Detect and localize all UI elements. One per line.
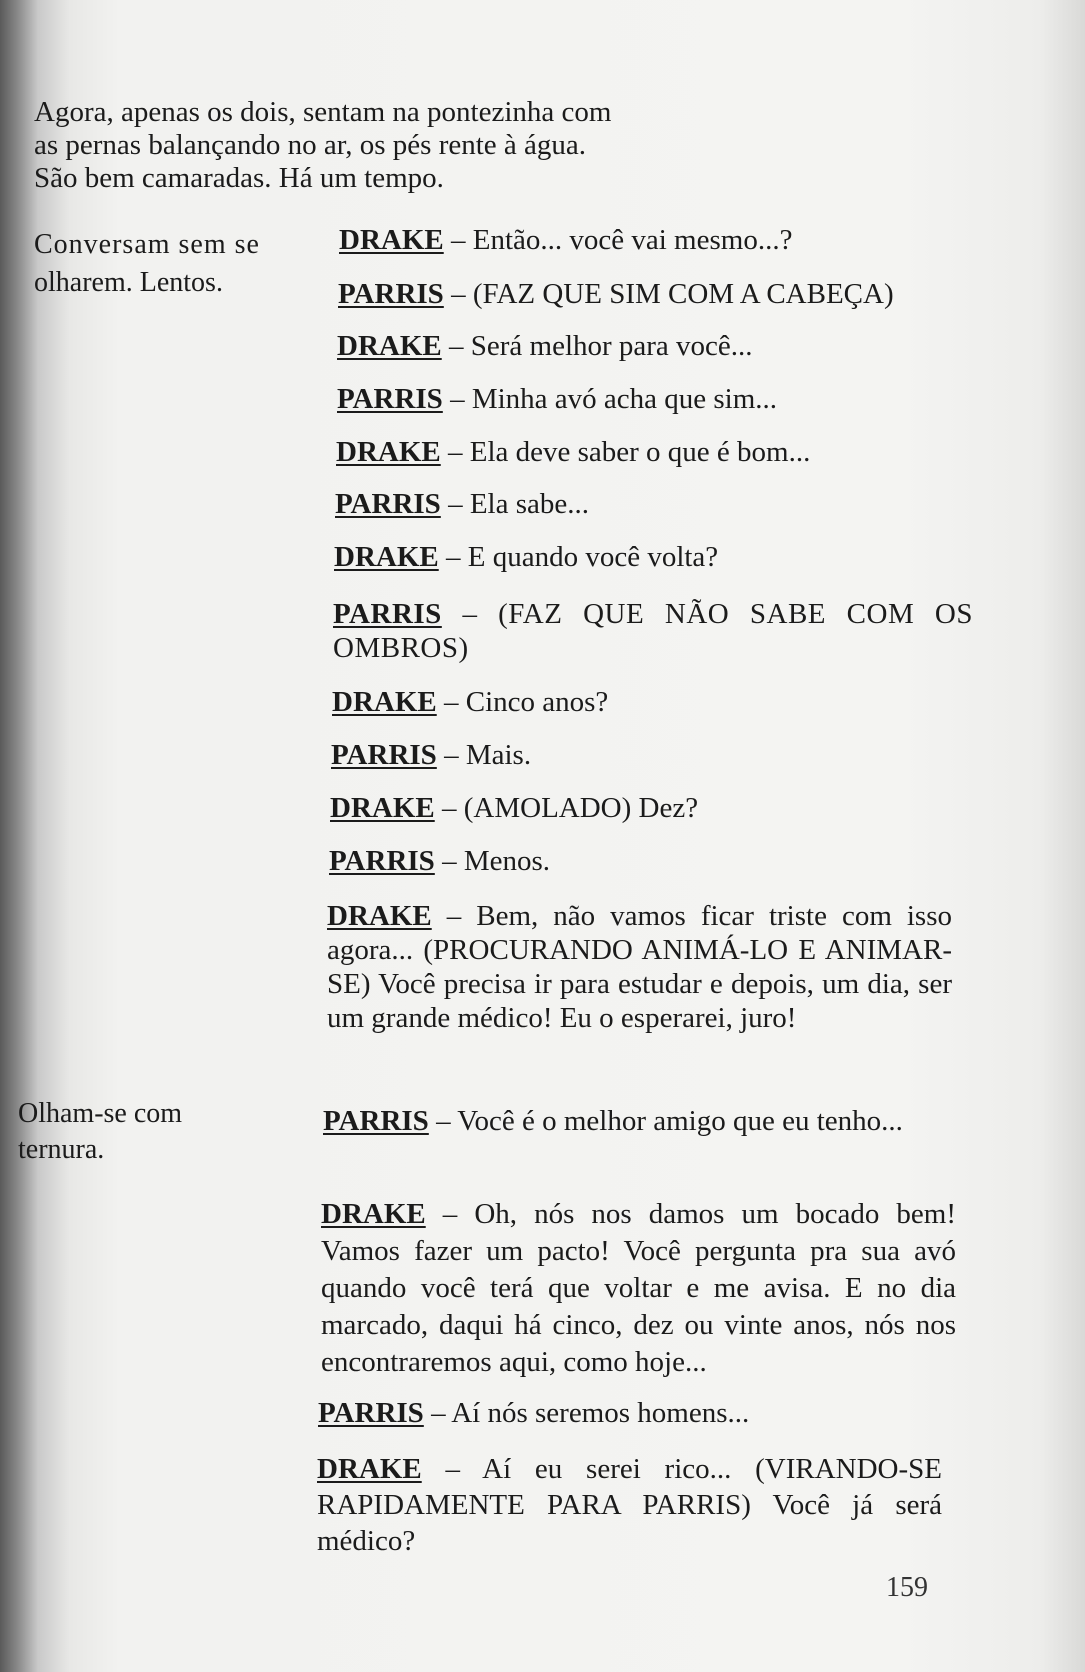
intro-line: São bem camaradas. Há um tempo.: [34, 162, 444, 194]
speaker-name: DRAKE: [327, 900, 432, 932]
speaker-name: PARRIS: [318, 1397, 424, 1429]
dialogue-text: – Menos.: [442, 845, 551, 877]
dialogue-line: [331, 739, 951, 772]
dialogue-text: – (FAZ QUE NÃO SABE COM OS OMBROS): [333, 598, 973, 664]
dialogue-line: [336, 436, 956, 469]
intro-paragraph: [34, 96, 674, 195]
stage-line: Olham-se com: [18, 1098, 183, 1129]
speaker-name: DRAKE: [321, 1198, 426, 1230]
dialogue-line: [334, 541, 954, 574]
stage-line: Conversam sem se: [34, 229, 260, 260]
speaker-name: PARRIS: [333, 598, 442, 630]
dialogue-text: – Será melhor para você...: [448, 330, 753, 362]
dialogue-text: – (AMOLADO) Dez?: [441, 792, 699, 824]
dialogue-line: [317, 1451, 942, 1559]
speaker-name: DRAKE: [339, 224, 444, 256]
dialogue-text: – Cinco anos?: [443, 686, 609, 718]
speaker-name: PARRIS: [323, 1105, 429, 1137]
dialogue-text: – Você é o melhor amigo que eu tenho...: [436, 1105, 903, 1137]
dialogue-line: [337, 330, 957, 363]
speaker-name: DRAKE: [317, 1453, 422, 1485]
speaker-name: DRAKE: [332, 686, 437, 718]
dialogue-line: [321, 1196, 956, 1381]
speaker-name: DRAKE: [336, 436, 441, 468]
dialogue-text: – Mais.: [444, 739, 532, 771]
dialogue-line: [333, 597, 973, 665]
dialogue-line: [339, 224, 959, 257]
speaker-name: PARRIS: [335, 488, 441, 520]
dialogue-text: – Então... você vai mesmo...?: [450, 224, 793, 256]
stage-direction: [34, 226, 314, 302]
intro-line: Agora, apenas os dois, sentam na pontezinha com: [34, 96, 612, 128]
speaker-name: DRAKE: [330, 792, 435, 824]
dialogue-text: – Minha avó acha que sim...: [450, 383, 778, 415]
speaker-name: DRAKE: [334, 541, 439, 573]
dialogue-line: [327, 899, 952, 1035]
dialogue-text: – Oh, nós nos damos um bocado bem! Vamos fazer um pacto! Você pergunta pra sua avó quando você terá que voltar e me avisa. E no dia marcado, daqui há cinco, dez ou vinte anos, nós nos encontraremos aqui, como hoje...: [321, 1198, 957, 1378]
dialogue-text: – Aí nós seremos homens...: [431, 1397, 750, 1429]
dialogue-line: [318, 1397, 958, 1430]
dialogue-text: – Ela deve saber o que é bom...: [447, 436, 811, 468]
speaker-name: PARRIS: [337, 383, 443, 415]
page-number: 159: [886, 1572, 928, 1603]
dialogue-line: [332, 686, 952, 719]
speaker-name: PARRIS: [338, 278, 444, 310]
speaker-name: PARRIS: [329, 845, 435, 877]
intro-line: as pernas balançando no ar, os pés rente à água.: [34, 129, 587, 161]
dialogue-line: [330, 792, 950, 825]
speaker-name: DRAKE: [337, 330, 442, 362]
dialogue-line: [337, 383, 957, 416]
dialogue-text: – (FAZ QUE SIM COM A CABEÇA): [451, 278, 894, 310]
dialogue-line: [335, 488, 955, 521]
dialogue-line: [338, 278, 978, 311]
dialogue-text: – E quando você volta?: [445, 541, 719, 573]
dialogue-text: – Aí eu serei rico... (VIRANDO-SE RAPIDAMENTE PARA PARRIS) Você já será médico?: [317, 1453, 942, 1557]
dialogue-text: – Bem, não vamos ficar triste com isso agora... (PROCURANDO ANIMÁ-LO E ANIMAR-SE) Você precisa ir para estudar e depois, um dia, ser um grande médico! Eu o esperarei, juro!: [327, 900, 952, 1034]
stage-line: olharem. Lentos.: [34, 267, 223, 298]
speaker-name: PARRIS: [331, 739, 437, 771]
dialogue-text: – Ela sabe...: [448, 488, 589, 520]
dialogue-line: [329, 845, 949, 878]
dialogue-line: [323, 1103, 953, 1140]
stage-line: ternura.: [18, 1134, 105, 1165]
stage-direction: [18, 1096, 278, 1168]
